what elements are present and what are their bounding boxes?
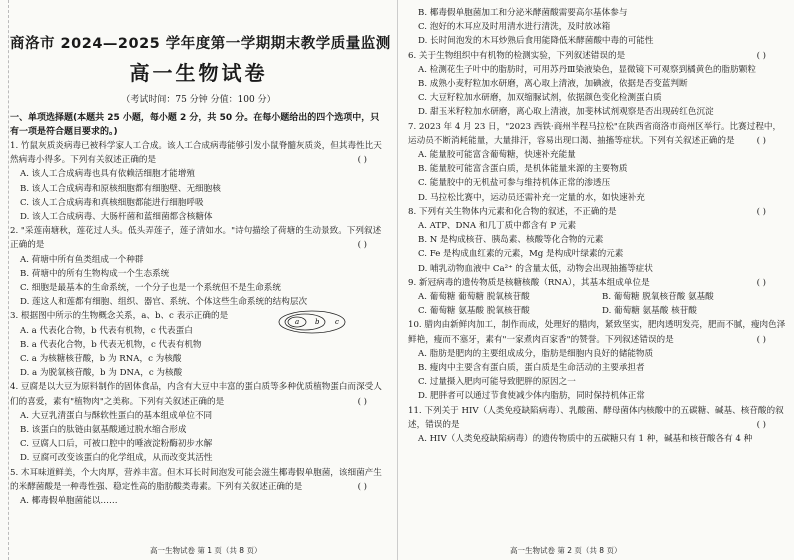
answer-option [408,361,786,375]
question-text: 7. 2023 年 4 月 23 日，"2023 西铁·商州半程马拉松"在陕西省商洛市商州区举行。比赛过程中，运动员不断消耗能量，大量排汗，容易出现口渴、抽搐等症状。下列有关叙述正确的是 [408,121,782,146]
option-text: C. 该人工合成病毒和真核细胞都能进行细胞呼吸 [20,197,204,208]
option-text: C. 泡好的木耳应及时用清水进行清洗，及时放冰箱 [418,22,611,33]
question-stem [408,205,786,219]
question-text: 2. "采莲南塘秋，莲花过人头。低头弄莲子，莲子清如水。"诗句描绘了荷塘的生动景致。下列叙述正确的是 [10,226,382,251]
answer-option [408,34,786,48]
question-text: 6. 关于生物组织中有机物的检测实验，下列叙述错误的是 [408,50,626,61]
option-text: A. 荷塘中所有鱼类组成一个种群 [20,254,144,265]
answer-option [10,167,387,181]
answer-option [408,176,786,190]
question-stem [10,466,387,494]
answer-bracket: ( ) [357,396,367,407]
answer-bracket: ( ) [756,206,766,217]
option-text: A. HIV（人类免疫缺陷病毒）的遗传物质中的五碳糖只有 1 种，碱基和核苷酸各有 4 种 [418,434,753,445]
option-text: B. a 代表化合物，b 代表无机物，c 代表有机物 [20,339,202,350]
question-stem [408,404,786,432]
option-text: B. 葡萄糖 脱氧核苷酸 氨基酸 [602,292,714,303]
option-row [408,304,786,318]
footer-left: 高一生物试卷 第 1 页（共 8 页） [150,546,262,555]
answer-option [408,375,786,389]
question-text: 3. 根据图中所示的生物概念关系，a、b、c 表示正确的是 [10,311,229,322]
option-text: A. 大豆乳清蛋白与酥软性蛋白的基本组成单位不同 [20,410,213,421]
venn-label-b: b [315,318,320,327]
section-heading: 一、单项选择题(本题共 25 小题，每小题 2 分，共 50 分。在每小题给出的四个选项中，只有一项是符合题目要求的。) [10,113,380,137]
answer-option [10,267,387,281]
question-text: 11. 下列关于 HIV（人类免疫缺陷病毒）、乳酸菌、酵母菌体内核酸中的五碳糖、碱基、核苷酸的叙述，错误的是 [408,405,784,430]
answer-bracket: ( ) [357,155,367,166]
answer-option [408,105,786,119]
option-text: C. 过量摄入肥肉可能导致肥胖的原因之一 [418,377,576,388]
option-text: C. a 为核糖核苷酸，b 为 RNA，c 为核酸 [20,354,182,365]
question-stem [408,318,786,346]
option-text: C. 豆腐人口后，可被口腔中的唾液淀粉酶初步水解 [20,439,213,450]
answer-option [408,191,786,205]
question-stem [10,139,387,167]
option-text: B. 该人工合成病毒和原核细胞都有细胞壁、无细胞核 [20,183,221,194]
option-text: B. 该蛋白的肽链由氨基酸通过脱水缩合形成 [20,425,187,436]
answer-option [10,437,387,451]
option-text: D. 豆腐可改变该蛋白的化学组成，从而改变其活性 [20,453,213,464]
answer-option [408,389,786,403]
option-text: B. 荷塘中的所有生物构成一个生态系统 [20,268,170,279]
option-text: D. a 为脱氧核苷酸，b 为 DNA，c 为核酸 [20,368,183,379]
page-right [400,0,794,560]
answer-option [10,366,387,380]
option-text: D. 肥胖者可以通过节食使减少体内脂肪，同时保持机体正常 [418,391,645,402]
answer-option [10,494,387,508]
option-text: B. 成熟小麦籽粒加水研磨，离心取上清液，加碘液，依据是否变蓝判断 [418,79,688,90]
option-text: B. 瘦肉中主要含有蛋白质，蛋白质是生命活动的主要承担者 [418,363,645,374]
answer-option [408,233,786,247]
answer-option [10,409,387,423]
exam-meta: （考试时间：75 分钟 分值：100 分） [121,95,276,105]
question-stem [10,309,387,327]
option-text: D. 莲这人和莲都有细胞、组织、器官、系统、个体这些生命系统的结构层次 [20,297,308,308]
answer-bracket: ( ) [756,50,766,61]
answer-option [408,262,786,276]
option-text: A. 能量胶可能富含葡萄糖，快速补充能量 [418,150,576,161]
option-text: A. 椰毒假单胞菌能以…… [20,496,118,507]
answer-option [408,247,786,261]
question-stem [10,224,387,252]
option-text: A. a 代表化合物，b 代表有机物，c 代表蛋白 [20,325,193,336]
question-text: 4. 豆腐是以大豆为原料制作的固体食品，内含有大豆中丰富的蛋白质等多种优质植物蛋白而深受人们的喜爱，素有"植物肉"之美称。下列有关叙述正确的是 [10,382,382,407]
option-text: A. 脂肪是肥肉的主要组成成分，脂肪是细胞内良好的储能物质 [418,348,654,359]
answer-option [10,451,387,465]
answer-bracket: ( ) [756,419,766,430]
answer-option [408,91,786,105]
venn-label-a: a [295,318,300,327]
answer-option [10,281,387,295]
option-text: C. Fe 是构成血红素的元素，Mg 是构成叶绿素的元素 [418,249,624,260]
option-text: A. ATP、DNA 和几丁质中都含有 P 元素 [418,221,577,232]
question-text: 5. 木耳味道鲜美，个大肉厚，营养丰富。但木耳长时间泡发可能会滋生椰毒假单胞菌，该细菌产生的米酵菌酸是一种毒性强、稳定性高的脂肪酸类毒素。下列有关叙述正确的是 [10,467,382,492]
option-text: D. 马拉松比赛中，运动员还需补充一定量的水，如快速补充 [418,192,645,203]
answer-bracket: ( ) [357,481,367,492]
answer-option [408,219,786,233]
option-text: D. 葡萄糖 氨基酸 核苷酸 [602,306,697,317]
answer-option [10,423,387,437]
left-questions [10,139,387,508]
venn-label-c: c [335,318,339,327]
option-text: A. 该人工合成病毒也具有依赖活细胞才能增殖 [20,169,195,180]
option-text: C. 细胞是最基本的生命系统，一个分子也是一个系统但不是生命系统 [20,283,281,294]
question-text: 1. 竹鼠灰质炎病毒已被科学家人工合成。该人工合成病毒能够引发小鼠脊髓灰质炎，但其毒性比天然病毒小得多。下列有关叙述正确的是 [10,141,382,166]
option-text: D. 甜玉米籽粒加水研磨，离心取上清液，加斐林试剂观察是否出现砖红色沉淀 [418,107,714,118]
option-text: C. 能量胶中的无机盐可参与维持机体正常的渗透压 [418,178,611,189]
answer-bracket: ( ) [756,135,766,146]
answer-option [408,347,786,361]
answer-option [10,182,387,196]
answer-option [10,338,387,352]
question-stem [408,276,786,290]
option-text: D. 哺乳动物血液中 Ca²⁺ 的含量太低，动物会出现抽搐等症状 [418,263,653,274]
option-text: B. 椰毒假单胞菌加工和分泌米酵菌酸需要高尔基体参与 [418,8,628,18]
option-text: D. 长时间泡发的木耳炒熟后食用能降低米酵菌酸中毒的可能性 [418,36,654,47]
answer-option [408,6,786,20]
option-row [408,290,786,304]
exam-subtitle: 高一生物试卷 [129,61,268,85]
exam-title: 商洛市 2024—2025 学年度第一学期期末教学质量监测 [10,36,391,52]
right-questions [408,6,786,446]
option-text: D. 该人工合成病毒、大肠杆菌和蓝细菌都含核糖体 [20,212,213,223]
answer-option [10,295,387,309]
question-stem [408,120,786,148]
answer-bracket: ( ) [357,240,367,251]
answer-option [10,352,387,366]
answer-bracket: ( ) [756,277,766,288]
answer-option [408,20,786,34]
question-text: 8. 下列有关生物体内元素和化合物的叙述，不正确的是 [408,206,617,217]
answer-option [408,432,786,446]
footer-right: 高一生物试卷 第 2 页（共 8 页） [510,546,622,555]
option-text: A. 检测花生子叶中的脂肪时，可用苏丹Ⅲ染液染色，显微镜下可观察到橘黄色的脂肪颗粒 [418,64,756,75]
option-text: C. 葡萄糖 氨基酸 脱氧核苷酸 [418,306,530,317]
answer-option [408,148,786,162]
option-text: A. 葡萄糖 葡萄糖 脱氧核苷酸 [418,292,530,303]
option-text: C. 大豆籽粒加水研磨，加双缩脲试剂，依据颜色变化检测蛋白质 [418,93,662,104]
page-divider [397,0,398,560]
answer-option [10,210,387,224]
question-text: 10. 腊肉由新鲜肉加工，制作而成，处理好的腊肉，紧致坚实，肥肉透明发亮，肥而不腻，瘦肉色泽鲜艳，瘦而不塞牙，素有"一家煮肉百家香"的赞誉。下列叙述错误的是 [408,320,786,345]
answer-option [408,162,786,176]
question-stem [408,49,786,63]
answer-option [10,253,387,267]
concept-venn-diagram [277,309,347,335]
question-text: 9. 新冠病毒的遗传物质是核糖核酸（RNA），其基本组成单位是 [408,277,650,288]
answer-bracket: ( ) [756,334,766,345]
answer-option [408,63,786,77]
question-stem [10,380,387,408]
answer-option [408,77,786,91]
option-text: B. N 是构成核苷、胰岛素、核酸等化合物的元素 [418,235,604,246]
option-text: B. 能量胶可能富含蛋白质，是机体能量来源的主要物质 [418,164,628,175]
answer-option [10,196,387,210]
